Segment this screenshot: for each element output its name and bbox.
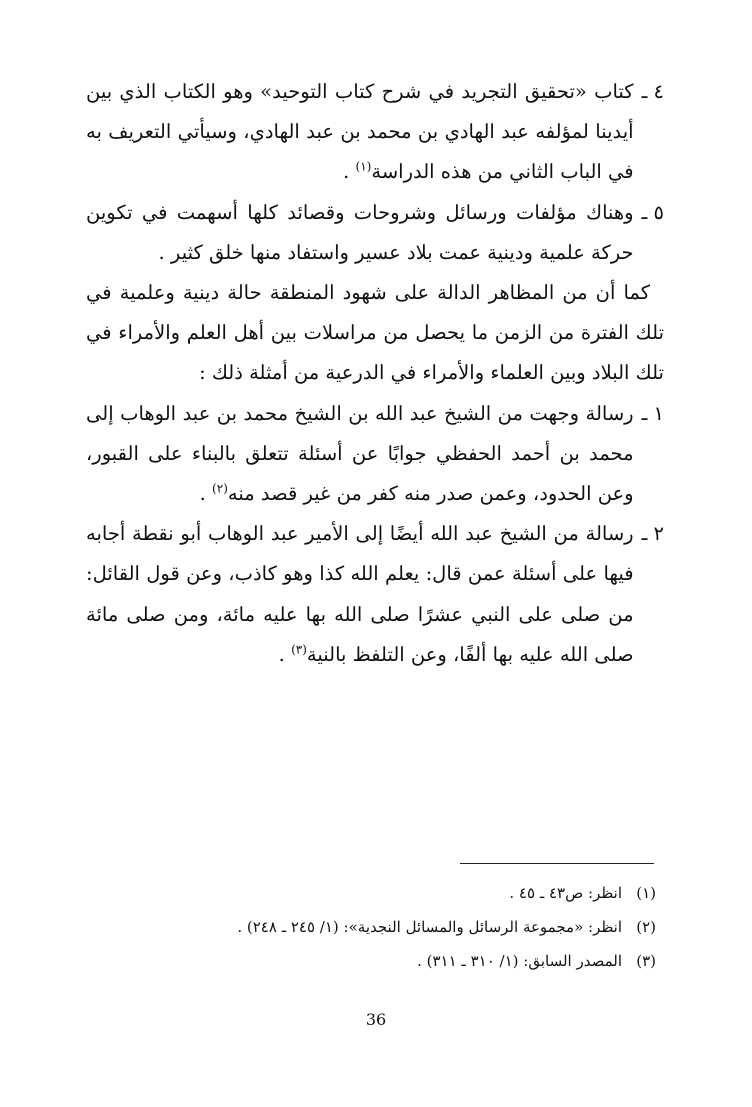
page-number: 36	[365, 1010, 387, 1029]
footnotes	[200, 876, 656, 978]
item-number: ٢ ـ	[641, 522, 664, 546]
item-end: .	[343, 160, 350, 184]
footnote-number: (٢)	[636, 918, 656, 936]
item-text-content: رسالة وجهت من الشيخ عبد الله بن الشيخ محمد بن عبد الوهاب إلى محمد بن أحمد الحفظي جوابًا عن أسئلة تتعلق بالبناء على القبور، وعن الحدود، وعمن صدر منه كفر من غير قصد منه	[86, 401, 634, 506]
footnote-ref: (١)	[355, 159, 372, 174]
footnote-ref: (٣)	[291, 642, 307, 657]
item-end: .	[199, 482, 206, 506]
footnote	[200, 876, 656, 910]
footnote	[200, 910, 656, 944]
footnote-number: (١)	[636, 884, 656, 902]
footnote-text: انظر: ص٤٣ ـ ٤٥ .	[509, 884, 622, 902]
list-item-2	[86, 514, 664, 675]
list-item-5	[86, 193, 664, 273]
item-number: ٥ ـ	[641, 200, 664, 224]
footnote-text: المصدر السابق: (١/ ٣١٠ ـ ٣١١) .	[417, 952, 622, 970]
paragraph: كما أن من المظاهر الدالة على شهود المنطقة حالة دينية وعلمية في تلك الفترة من الزمن ما يحصل من مراسلات بين أهل العلم والأمراء في تلك البلاد وبين العلماء والأمراء في الدرعية من أمثلة ذلك :	[86, 281, 664, 385]
item-text-content: رسالة من الشيخ عبد الله أيضًا إلى الأمير عبد الوهاب أبو نقطة أجابه فيها على أسئلة عمن قال: يعلم الله كذا وهو كاذب، وعن قول القائل: من صلى على النبي عشرًا صلى الله بها عليه مائة، ومن صلى مائة صلى الله عليه بها ألفًا، وعن التلفظ بالنية	[86, 522, 634, 666]
list-item-1	[86, 394, 664, 515]
item-text	[86, 394, 634, 515]
main-text	[86, 72, 664, 675]
list-item-4	[86, 72, 664, 193]
item-text	[86, 72, 634, 193]
item-number: ١ ـ	[641, 401, 664, 425]
item-text	[86, 514, 634, 675]
footnote-ref: (٢)	[212, 481, 228, 496]
footnote-divider	[460, 863, 654, 864]
item-end: .	[278, 642, 285, 666]
footnote	[200, 944, 656, 978]
item-number: ٤ ـ	[641, 80, 664, 103]
footnote-number: (٣)	[636, 952, 656, 970]
item-text-content: كتاب «تحقيق التجريد في شرح كتاب التوحيد» وهو الكتاب الذي بين أيدينا لمؤلفه عبد الهادي بن محمد بن عبد الهادي، وسيأتي التعريف به في الباب الثاني من هذه الدراسة	[86, 80, 634, 184]
item-text: وهناك مؤلفات ورسائل وشروحات وقصائد كلها أسهمت في تكوين حركة علمية ودينية عمت بلاد عسير واستفاد منها خلق كثير .	[86, 200, 634, 264]
footnote-text: انظر: «مجموعة الرسائل والمسائل النجدية»: (١/ ٢٤٥ ـ ٢٤٨) .	[237, 918, 622, 936]
